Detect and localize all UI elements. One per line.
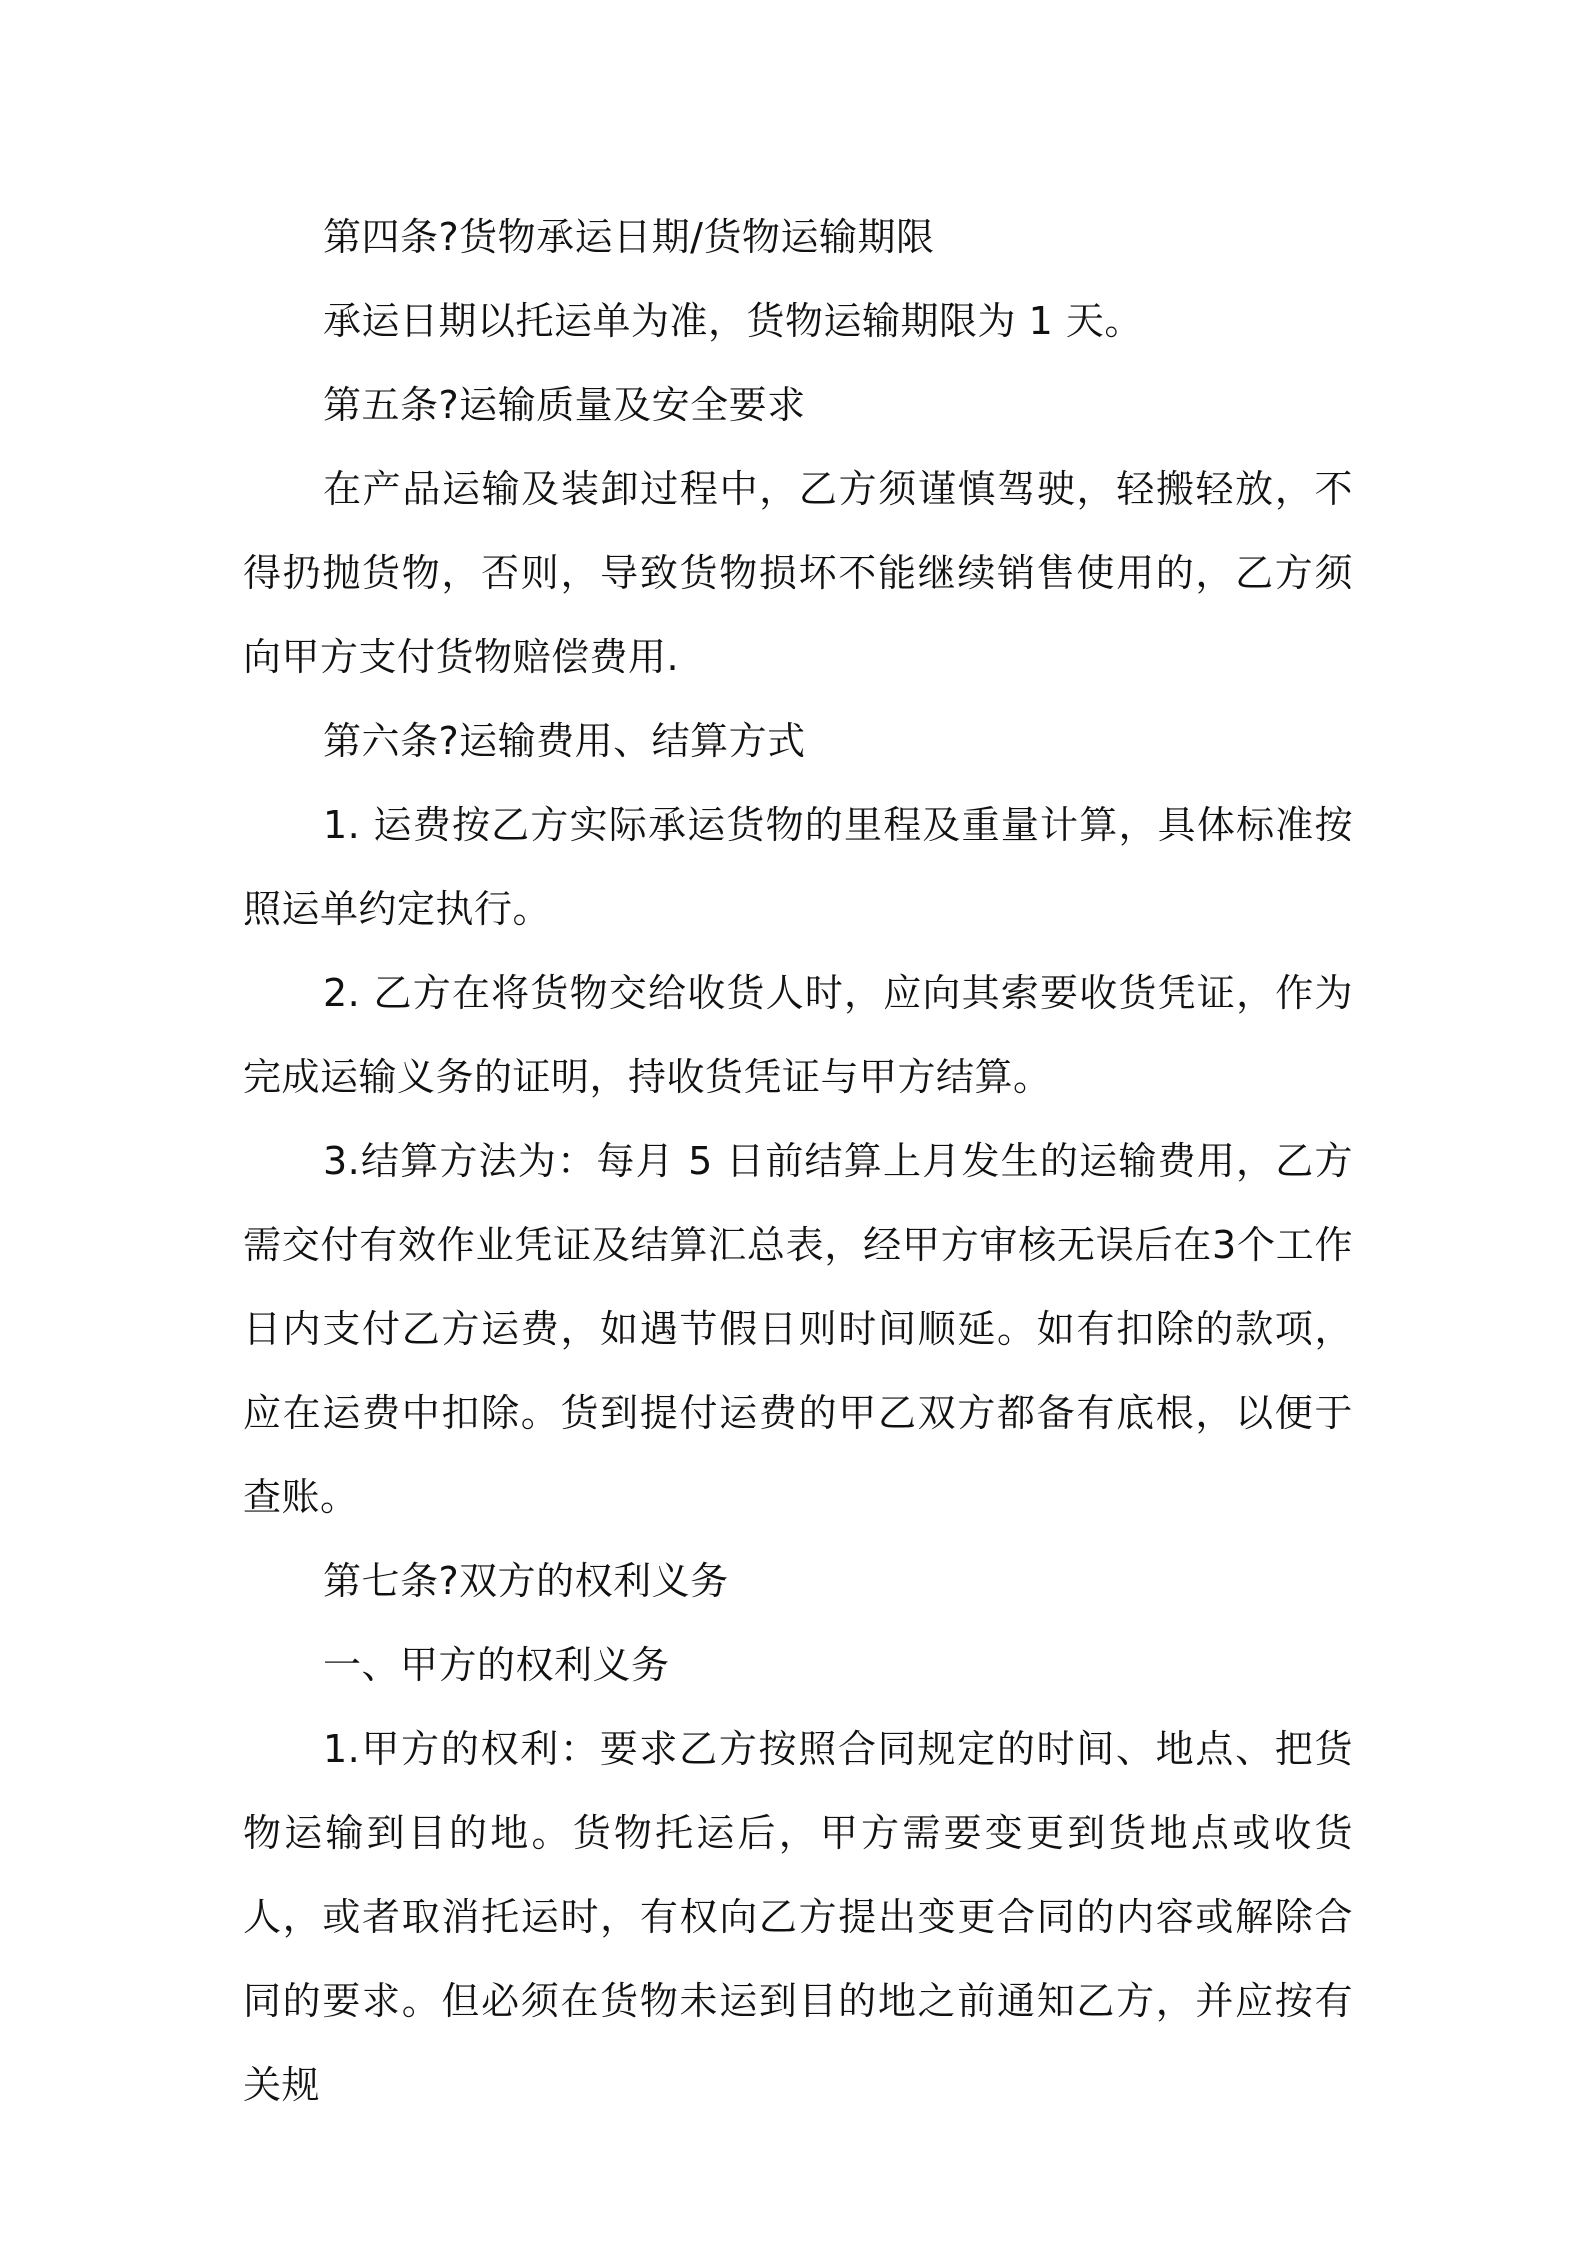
party-a-rights-text: 1.甲方的权利：要求乙方按照合同规定的时间、地点、把货物运输到目的地。货物托运后，甲方需要变更到货地点或收货人，或者取消托运时，有权向乙方提出变更合同的内容或解除合同的要求。但必须在货物未运到目的地之前通知乙方，并应按有关规 bbox=[243, 1727, 1353, 2107]
article-6-clause-1: 1. 运费按乙方实际承运货物的里程及重量计算，具体标准按照运单约定执行。 bbox=[243, 803, 1353, 931]
article-4-heading: 第四条?货物承运日期/货物运输期限 bbox=[323, 215, 935, 259]
article-5-text: 在产品运输及装卸过程中，乙方须谨慎驾驶，轻搬轻放，不得扔抛货物，否则，导致货物损坏不能继续销售使用的，乙方须向甲方支付货物赔偿费用. bbox=[243, 467, 1353, 679]
article-5-heading: 第五条?运输质量及安全要求 bbox=[323, 383, 806, 427]
article-6-heading: 第六条?运输费用、结算方式 bbox=[323, 719, 806, 763]
party-a-section-heading: 一、甲方的权利义务 bbox=[323, 1643, 670, 1687]
article-6-clause-2: 2. 乙方在将货物交给收货人时，应向其索要收货凭证，作为完成运输义务的证明，持收货凭证与甲方结算。 bbox=[243, 971, 1353, 1099]
article-6-clause-3: 3.结算方法为：每月 5 日前结算上月发生的运输费用，乙方需交付有效作业凭证及结算汇总表，经甲方审核无误后在3个工作日内支付乙方运费，如遇节假日则时间顺延。如有扣除的款项，应在运费中扣除。货到提付运费的甲乙双方都备有底根，以便于查账。 bbox=[243, 1139, 1353, 1519]
document-body bbox=[243, 195, 1353, 2127]
article-7-heading: 第七条?双方的权利义务 bbox=[323, 1559, 729, 1603]
article-4-text: 承运日期以托运单为准，货物运输期限为 1 天。 bbox=[323, 299, 1143, 343]
